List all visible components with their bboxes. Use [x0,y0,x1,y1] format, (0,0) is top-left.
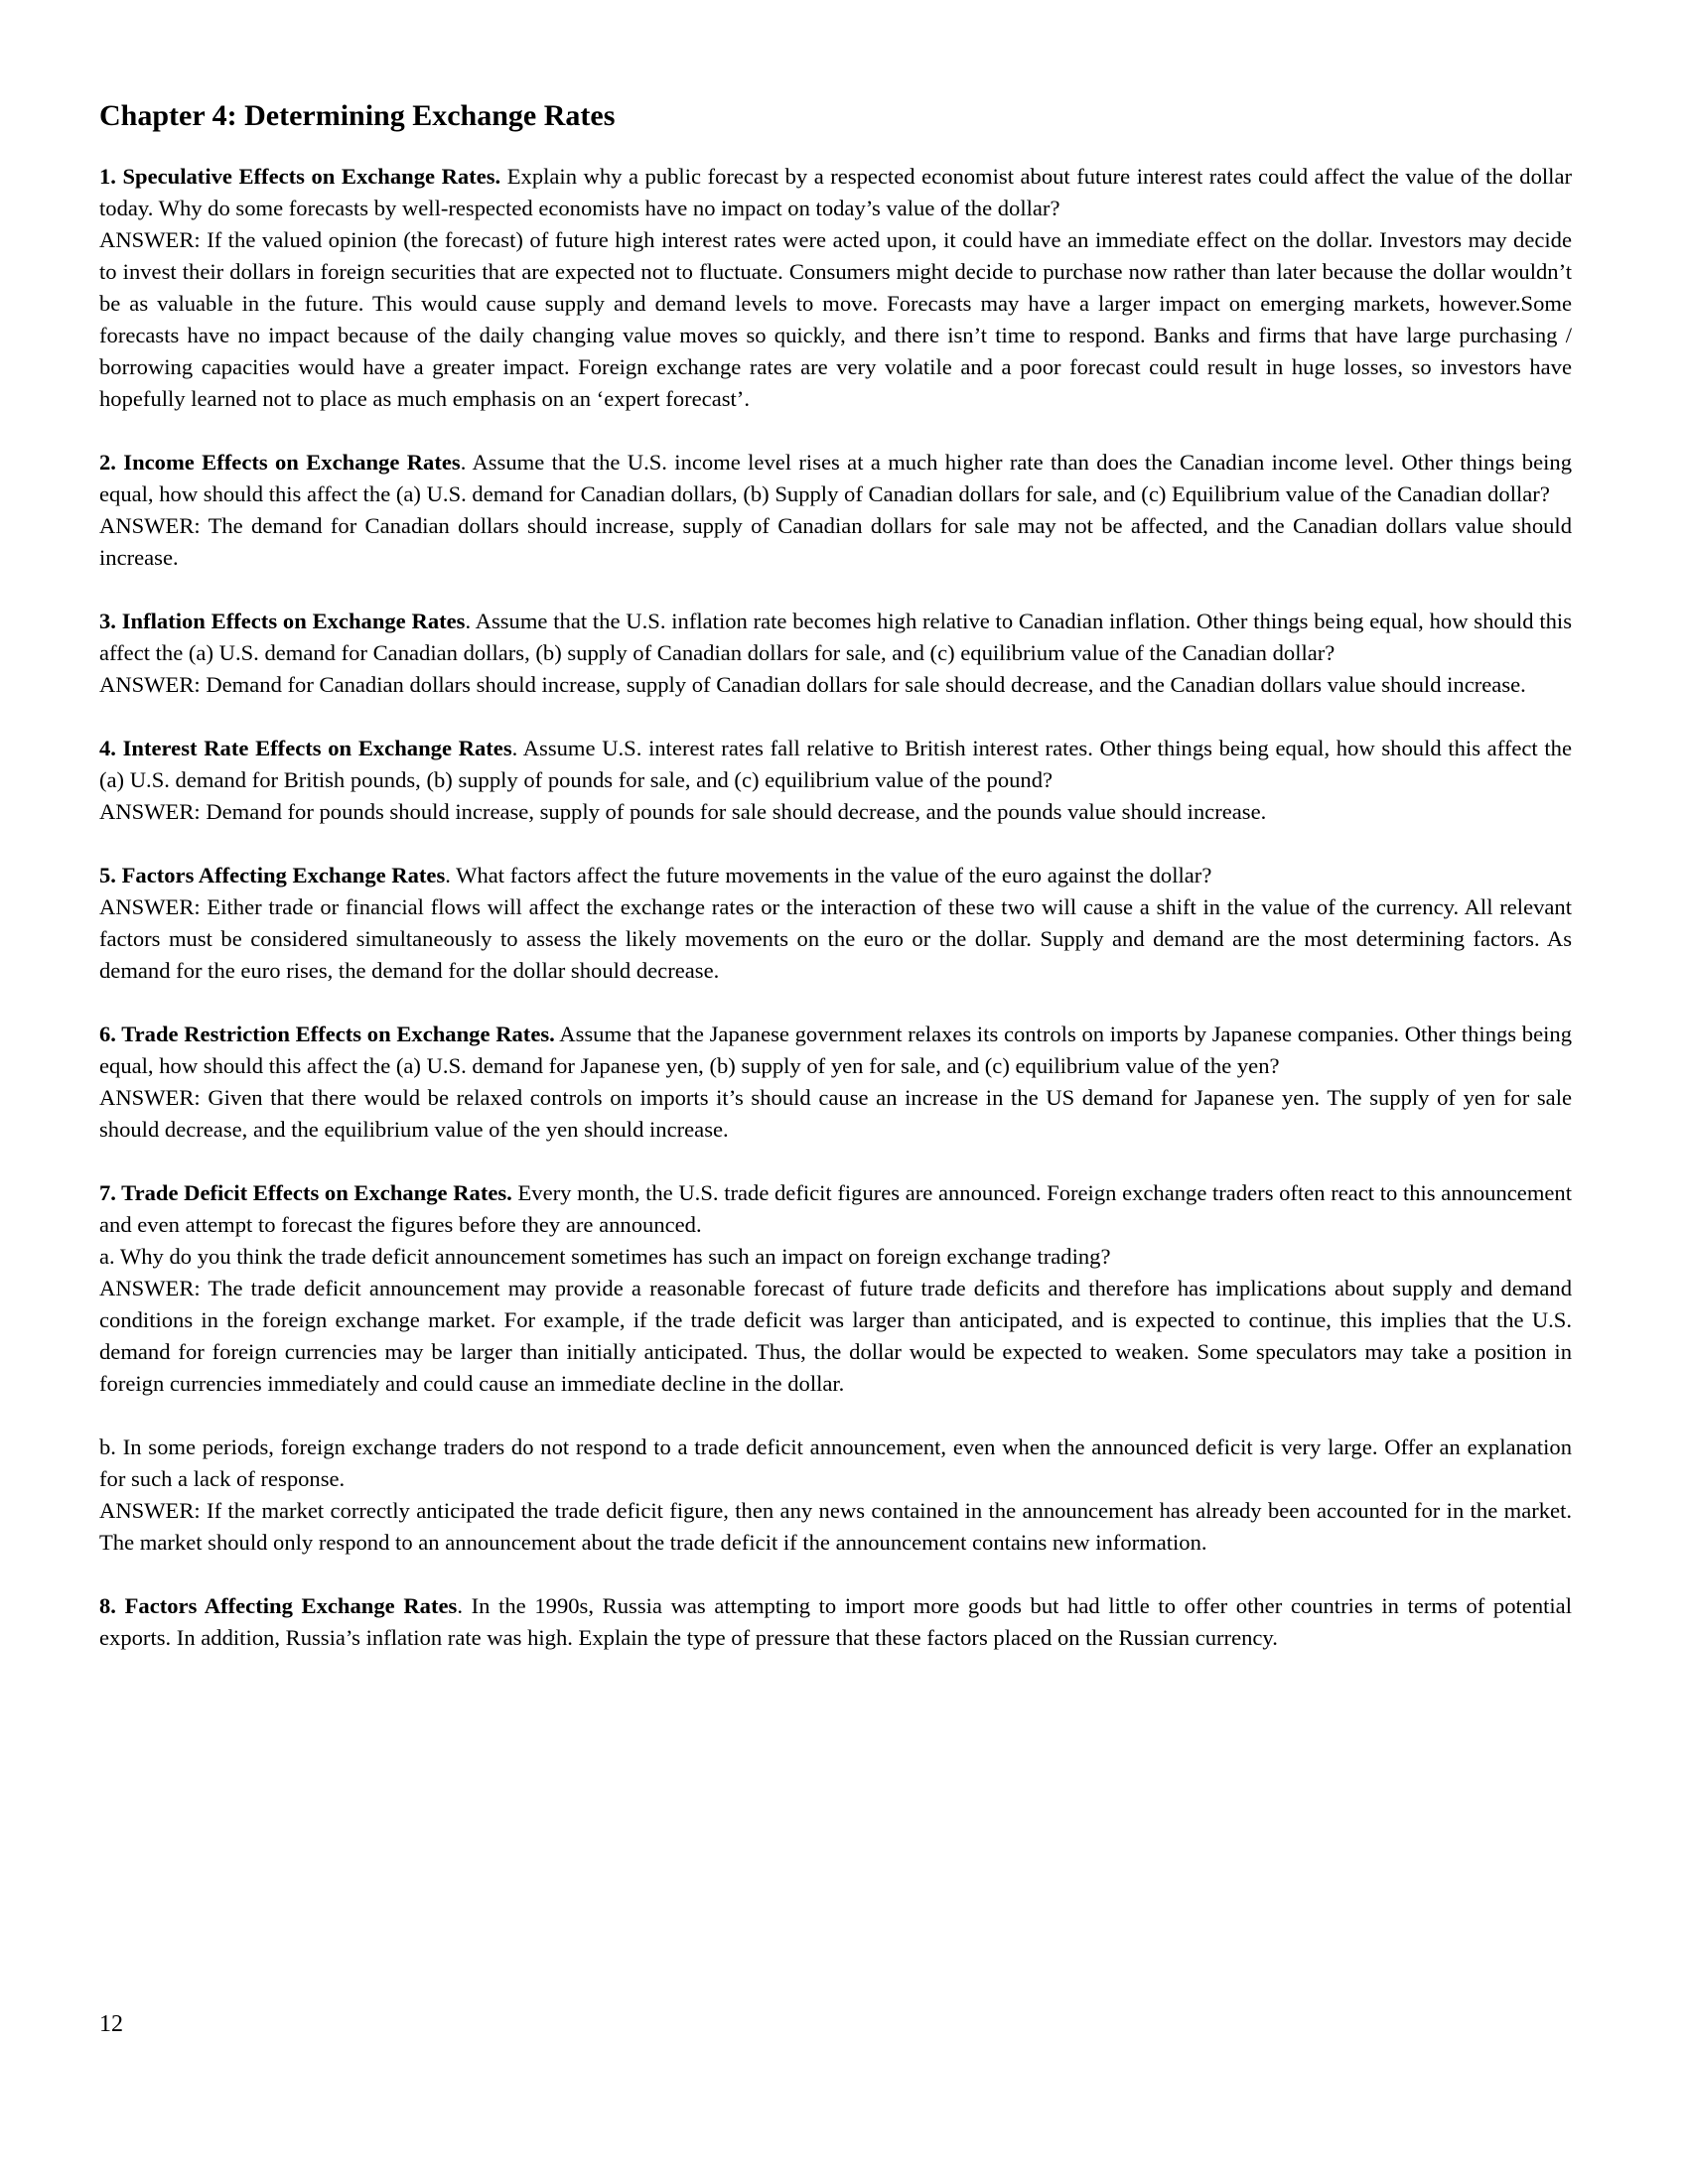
answer-text: ANSWER: Given that there would be relaxed controls on imports it’s should cause an increase in the US demand for Japanese yen. The supply of yen for sale should decrease, and the equilibrium value of the yen should increase. [99,1085,1572,1142]
question-8 [99,1590,1572,1654]
sub-question-a: a. Why do you think the trade deficit announcement sometimes has such an impact on foreign exchange trading? [99,1244,1111,1269]
answer-text-b: ANSWER: If the market correctly anticipated the trade deficit figure, then any news contained in the announcement has already been accounted for in the market. The market should only respond to an announcement about the trade deficit if the announcement contains new information. [99,1498,1572,1555]
page-number: 12 [99,2011,123,2037]
question-text: . What factors affect the future movements in the value of the euro against the dollar? [445,863,1212,887]
question-text: . Assume U.S. interest rates fall relative to British interest rates. Other things being equal, how should this affect the (a) U.S. demand for British pounds, (b) supply of pounds for sale, and (c) equilibrium value of the pound? [99,736,1572,792]
question-prompt [99,860,1572,891]
question-title: 2. Income Effects on Exchange Rates [99,450,461,475]
answer-text-a: ANSWER: The trade deficit announcement may provide a reasonable forecast of future trade deficits and therefore has implications about supply and demand conditions in the foreign exchange market. For example, if the trade deficit was larger than anticipated, and is expected to continue, this implies that the U.S. demand for foreign currencies may be larger than initially anticipated. Thus, the dollar would be expected to weaken. Some speculators may take a position in foreign currencies immediately and could cause an immediate decline in the dollar. [99,1276,1572,1396]
answer-text: ANSWER: Either trade or financial flows will affect the exchange rates or the interaction of these two will cause a shift in the value of the currency. All relevant factors must be considered simultaneously to assess the likely movements on the euro or the dollar. Supply and demand are the most determining factors. As demand for the euro rises, the demand for the dollar should decrease. [99,894,1572,983]
question-text: Every month, the U.S. trade deficit figures are announced. Foreign exchange traders often react to this announcement and even attempt to forecast the figures before they are announced. [99,1180,1572,1237]
question-1 [99,161,1572,415]
answer-text: ANSWER: If the valued opinion (the forecast) of future high interest rates were acted upon, it could have an immediate effect on the dollar. Investors may decide to invest their dollars in foreign securities that are expected not to fluctuate. Consumers might decide to purchase now rather than later because the dollar wouldn’t be as valuable in the future. This would cause supply and demand levels to move. Forecasts may have a larger impact on emerging markets, however.Some forecasts have no impact because of the daily changing value moves so quickly, and there isn’t time to respond. Banks and firms that have large purchasing / borrowing capacities would have a greater impact. Foreign exchange rates are very volatile and a poor forecast could result in huge losses, so investors have hopefully learned not to place as much emphasis on an ‘expert forecast’. [99,227,1572,411]
question-title: 3. Inflation Effects on Exchange Rates [99,609,466,633]
answer-text: ANSWER: Demand for pounds should increase, supply of pounds for sale should decrease, and the pounds value should increase. [99,799,1267,824]
question-title: 7. Trade Deficit Effects on Exchange Rates. [99,1180,512,1205]
question-4 [99,733,1572,828]
question-title: 4. Interest Rate Effects on Exchange Rates [99,736,512,760]
answer-text: ANSWER: Demand for Canadian dollars should increase, supply of Canadian dollars for sale should decrease, and the Canadian dollars value should increase. [99,672,1526,697]
question-prompt [99,733,1572,796]
question-text: Assume that the Japanese government relaxes its controls on imports by Japanese companies. Other things being equal, how should this affect the (a) U.S. demand for Japanese yen, (b) supply of yen for sale, and (c) equilibrium value of the yen? [99,1022,1572,1078]
question-2 [99,447,1572,574]
question-3 [99,606,1572,701]
question-title: 8. Factors Affecting Exchange Rates [99,1593,458,1618]
question-prompt [99,1019,1572,1082]
question-prompt [99,447,1572,510]
question-text: . Assume that the U.S. inflation rate becomes high relative to Canadian inflation. Other things being equal, how should this affect the (a) U.S. demand for Canadian dollars, (b) supply of Canadian dollars for sale, and (c) equilibrium value of the Canadian dollar? [99,609,1572,665]
question-title: 1. Speculative Effects on Exchange Rates. [99,164,501,189]
question-text: . In the 1990s, Russia was attempting to import more goods but had little to offer other countries in terms of potential exports. In addition, Russia’s inflation rate was high. Explain the type of pressure that these factors placed on the Russian currency. [99,1593,1572,1650]
answer-text: ANSWER: The demand for Canadian dollars should increase, supply of Canadian dollars for sale may not be affected, and the Canadian dollars value should increase. [99,513,1572,570]
question-prompt [99,161,1572,224]
question-5 [99,860,1572,987]
question-prompt [99,1177,1572,1241]
chapter-title: Chapter 4: Determining Exchange Rates [99,99,616,132]
question-7 [99,1177,1572,1559]
question-6 [99,1019,1572,1146]
document-page [99,97,1572,1686]
question-prompt [99,1590,1572,1654]
paragraph-spacer [99,1400,1572,1432]
question-title: 5. Factors Affecting Exchange Rates [99,863,446,887]
sub-question-b: b. In some periods, foreign exchange traders do not respond to a trade deficit announcement, even when the announced deficit is very large. Offer an explanation for such a lack of response. [99,1434,1572,1491]
question-text: Explain why a public forecast by a respected economist about future interest rates could affect the value of the dollar today. Why do some forecasts by well-respected economists have no impact on today’s value of the dollar? [99,164,1573,220]
question-text: . Assume that the U.S. income level rises at a much higher rate than does the Canadian income level. Other things being equal, how should this affect the (a) U.S. demand for Canadian dollars, (b) Supply of Canadian dollars for sale, and (c) Equilibrium value of the Canadian dollar? [99,450,1572,506]
question-prompt [99,606,1572,669]
question-title: 6. Trade Restriction Effects on Exchange Rates. [99,1022,555,1046]
